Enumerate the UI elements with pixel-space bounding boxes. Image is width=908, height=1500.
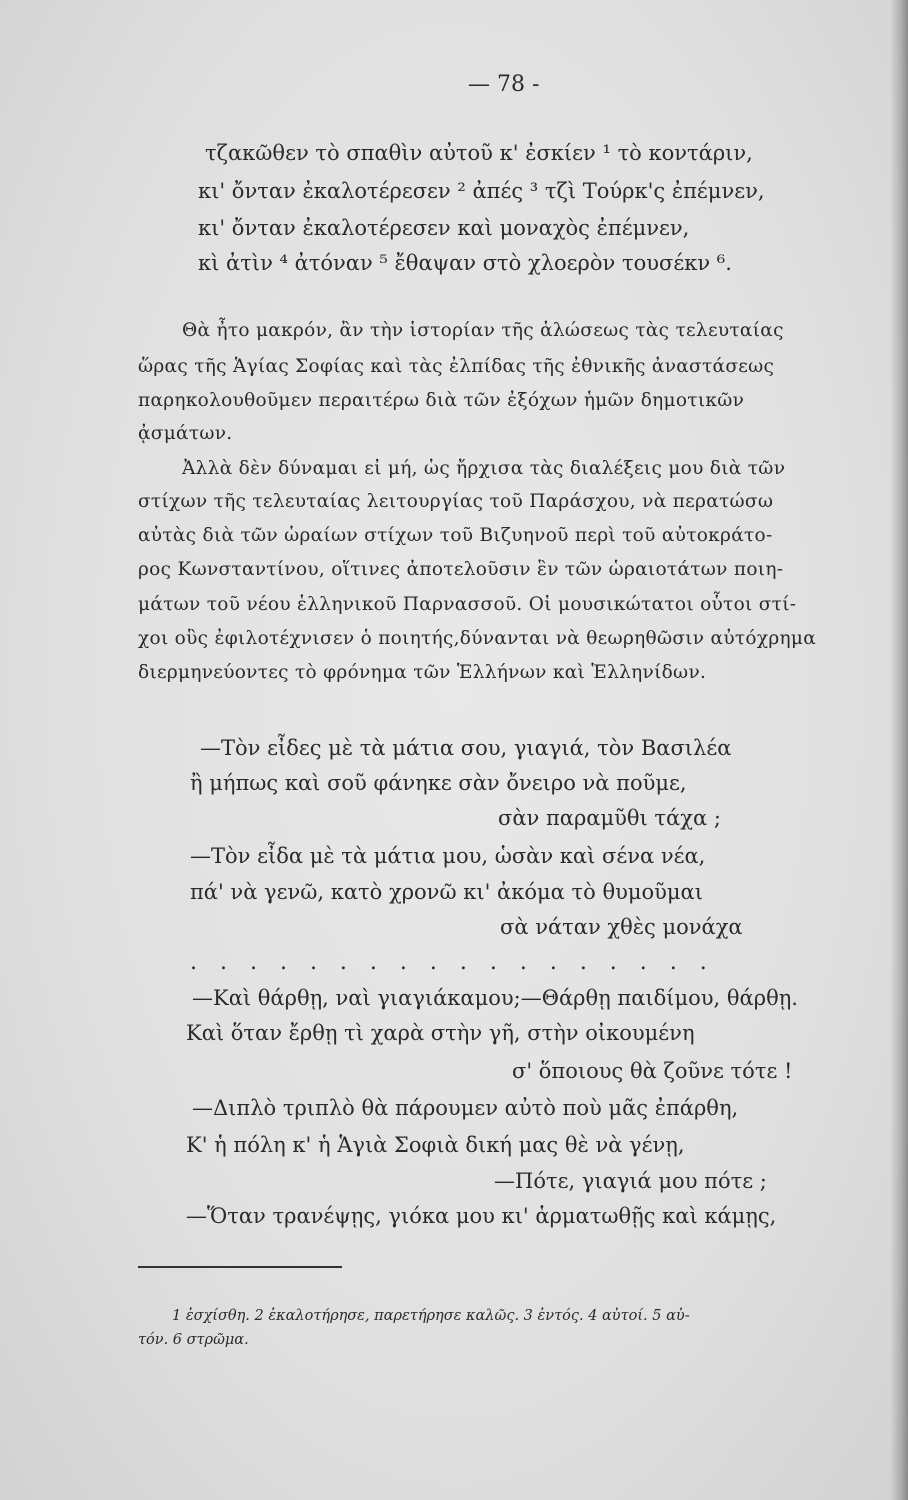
prose-line: ὥρας τῆς Ἁγίας Σοφίας καὶ τὰς ἐλπίδας τῆς ἐθνικῆς ἀναστάσεως xyxy=(138,356,775,377)
prose-line: Ἀλλὰ δὲν δύναμαι εἰ μή, ὡς ἤρχισα τὰς διαλέξεις μου διὰ τῶν xyxy=(182,458,786,479)
poem-line: —Τὸν εἶδες μὲ τὰ μάτια σου, γιαγιά, τὸν Βασιλέα xyxy=(200,736,732,760)
poem-line: —Διπλὸ τριπλὸ θὰ πάρουμεν αὐτὸ ποὺ μᾶς ἐπάρθη, xyxy=(192,1096,739,1120)
prose-line: Θὰ ἦτο μακρόν, ἂν τὴν ἱστορίαν τῆς ἁλώσεως τὰς τελευταίας xyxy=(182,320,784,341)
prose-line: παρηκολουθοῦμεν περαιτέρω διὰ τῶν ἐξόχων ἡμῶν δημοτικῶν xyxy=(138,390,745,411)
verse-line: κι' ὄνταν ἐκαλοτέρεσεν καὶ μοναχὸς ἐπέμνεν, xyxy=(198,216,690,240)
poem-line: σὰ νάταν χθὲς μονάχα xyxy=(500,915,743,939)
footnote-rule xyxy=(138,1266,342,1268)
poem-line: —Ὅταν τρανέψῃς, γιόκα μου κι' ἁρματωθῇς καὶ κάμῃς, xyxy=(186,1204,777,1228)
poem-line: —Καὶ θάρθῃ, ναὶ γιαγιάκαμου;—Θάρθῃ παιδίμου, θάρθῃ. xyxy=(192,986,798,1010)
footnote-line: 1 ἐσχίσθη. 2 ἐκαλοτήρησε, παρετήρησε καλῶς. 3 ἐντός. 4 αὐτοί. 5 αὐ- xyxy=(172,1308,690,1324)
prose-line: χοι οὓς ἐφιλοτέχνισεν ὁ ποιητής,δύνανται νὰ θεωρηθῶσιν αὐτόχρημα xyxy=(138,628,817,649)
poem-line: Κ' ἡ πόλη κ' ἡ Ἁγιὰ Σοφιὰ δική μας θὲ νὰ γένῃ, xyxy=(186,1133,685,1157)
prose-line: αὐτὰς διὰ τῶν ὡραίων στίχων τοῦ Βιζυηνοῦ περὶ τοῦ αὐτοκράτο- xyxy=(138,525,773,546)
verse-line: κι' ὄνταν ἐκαλοτέρεσεν ² ἀπές ³ τζὶ Τούρκ'ς ἐπέμνεν, xyxy=(198,179,765,203)
poem-line: σ' ὅποιους θὰ ζοῦνε τότε ! xyxy=(512,1059,793,1083)
poem-line: —Τὸν εἶδα μὲ τὰ μάτια μου, ὡσὰν καὶ σένα νέα, xyxy=(190,844,706,868)
verse-line: κὶ ἀτὶν ⁴ ἀτόναν ⁵ ἔθαψαν στὸ χλοερὸν τουσέκν ⁶. xyxy=(198,251,732,275)
footnote-line: τόν. 6 στρῶμα. xyxy=(138,1332,249,1348)
prose-line: στίχων τῆς τελευταίας λειτουργίας τοῦ Παράσχου, νὰ περατώσω xyxy=(138,491,774,512)
poem-line: σὰν παραμῦθι τάχα ; xyxy=(498,806,721,830)
prose-line: ᾀσμάτων. xyxy=(138,423,233,444)
prose-line: μάτων τοῦ νέου ἑλληνικοῦ Παρνασσοῦ. Οἱ μουσικώτατοι οὗτοι στί- xyxy=(138,594,797,615)
page-number: — 78 - xyxy=(468,72,540,97)
page-edge-shadow xyxy=(890,0,908,1500)
poem-line: —Πότε, γιαγιά μου πότε ; xyxy=(494,1169,767,1193)
ellipsis-divider: . . . . . . . . . . . . . . . . . . xyxy=(190,950,715,975)
poem-line: πά' νὰ γενῶ, κατὸ χρονῶ κι' ἀκόμα τὸ θυμοῦμαι xyxy=(190,880,703,904)
poem-line: ἢ μήπως καὶ σοῦ φάνηκε σὰν ὄνειρο νὰ ποῦμε, xyxy=(190,771,687,795)
poem-line: Καὶ ὅταν ἔρθῃ τὶ χαρὰ στὴν γῆ, στὴν οἰκουμένη xyxy=(186,1021,695,1045)
prose-line: ρος Κωνσταντίνου, οἵτινες ἀποτελοῦσιν ἓν τῶν ὡραιοτάτων ποιη- xyxy=(138,559,784,580)
verse-line: τζακῶθεν τὸ σπαθὶν αὐτοῦ κ' ἐσκίεν ¹ τὸ κοντάριν, xyxy=(205,141,753,165)
prose-line: διερμηνεύοντες τὸ φρόνημα τῶν Ἑλλήνων καὶ Ἑλληνίδων. xyxy=(138,662,707,683)
